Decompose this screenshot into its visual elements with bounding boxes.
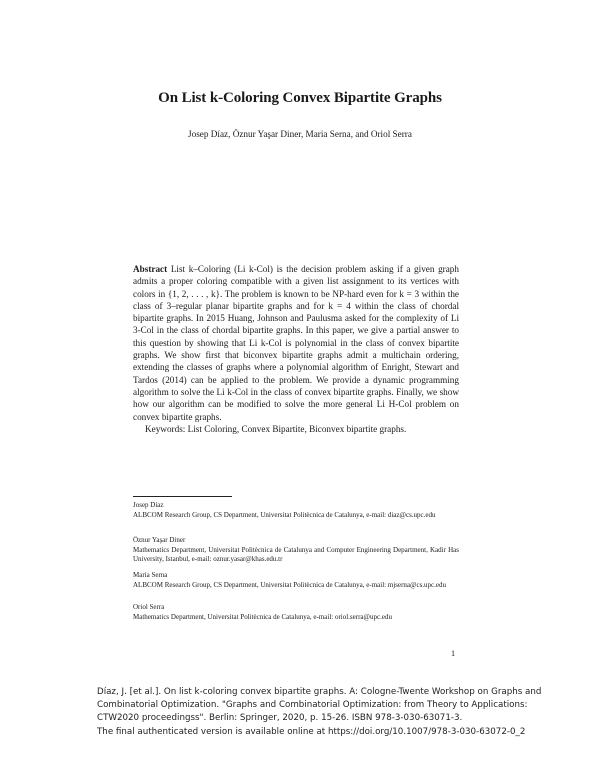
abstract-body bbox=[133, 263, 459, 423]
citation-line: Combinatorial Optimization. "Graphs and Combinatorial Optimization: from Theory to Applications: bbox=[97, 700, 528, 711]
abstract-label: Abstract bbox=[133, 264, 168, 274]
affiliation-name: Maria Serna bbox=[133, 571, 168, 579]
citation-doi-line[interactable]: The final authenticated version is available online at https://doi.org/10.1007/978-3-030-63072-0_2 bbox=[97, 726, 526, 737]
affiliation-name: Oriol Serra bbox=[133, 603, 165, 611]
author-list: Josep Díaz, Öznur Yaşar Diner, Maria Serna, and Oriol Serra bbox=[188, 129, 412, 139]
citation-line: Díaz, J. [et al.]. On list k-coloring convex bipartite graphs. A: Cologne-Twente Workshop on Graphs and bbox=[97, 687, 542, 697]
keywords: Keywords: List Coloring, Convex Bipartite, Biconvex bipartite graphs. bbox=[145, 423, 407, 434]
affiliation-block bbox=[133, 501, 459, 520]
citation-line: CTW2020 proceedingss". Berlin: Springer, 2020, p. 15-26. ISBN 978-3-030-63071-3. bbox=[97, 713, 463, 724]
page-number: 1 bbox=[451, 649, 456, 658]
abstract-text: List k–Coloring (Li k-Col) is the decision problem asking if a given graph admits a proper coloring compatible with a given list assignment to its vertices with colors in {1, 2, . . . , k}. The problem is known to be NP-hard even for k = 3 within the class of 3–regular planar bipartite graphs and for k = 4 within the class of chordal bipartite graphs. In 2015 Huang, Johnson and Paulusma asked for the complexity of Li 3-Col in the class of chordal bipartite graphs. In this paper, we give a partial answer to this question by showing that Li k-Col is polynomial in the class of convex bipartite graphs. We show first that biconvex bipartite graphs admit a multichain ordering, extending the classes of graphs where a polynomial algorithm of Enright, Stewart and Tardos (2014) can be applied to the problem. We provide a dynamic programming algorithm to solve the Li k-Col in the class of convex bipartite graphs. Finally, we show how our algorithm can be modified to solve the more general Li H-Col problem on convex bipartite graphs. bbox=[133, 264, 459, 422]
affiliation-detail: ALBCOM Research Group, CS Department, Universitat Politècnica de Catalunya, e-mail: diaz@cs.upc.edu bbox=[133, 510, 436, 519]
affiliation-name: Josep Díaz bbox=[133, 501, 164, 509]
affiliation-detail: Mathematics Department, Universitat Politècnica de Catalunya, e-mail: oriol.serra@upc.edu bbox=[133, 612, 392, 621]
affiliation-block bbox=[133, 603, 459, 622]
affiliation-name: Öznur Yaşar Diner bbox=[133, 536, 186, 544]
affiliation-block bbox=[133, 571, 459, 590]
citation-footer bbox=[97, 686, 577, 739]
affiliation-detail: ALBCOM Research Group, CS Department, Universitat Politècnica de Catalunya, e-mail: mjserna@cs.upc.edu bbox=[133, 580, 447, 589]
footnote-rule bbox=[133, 496, 232, 497]
affiliation-block bbox=[133, 536, 459, 565]
affiliation-detail: Mathematics Department, Universitat Politècnica de Catalunya and Computer Engineering Department, Kadir Has University, Istanbul, e-mail: oznur.yasar@khas.edu.tr bbox=[133, 545, 459, 564]
paper-title: On List k-Coloring Convex Bipartite Graphs bbox=[158, 90, 442, 106]
abstract-section bbox=[133, 263, 459, 435]
